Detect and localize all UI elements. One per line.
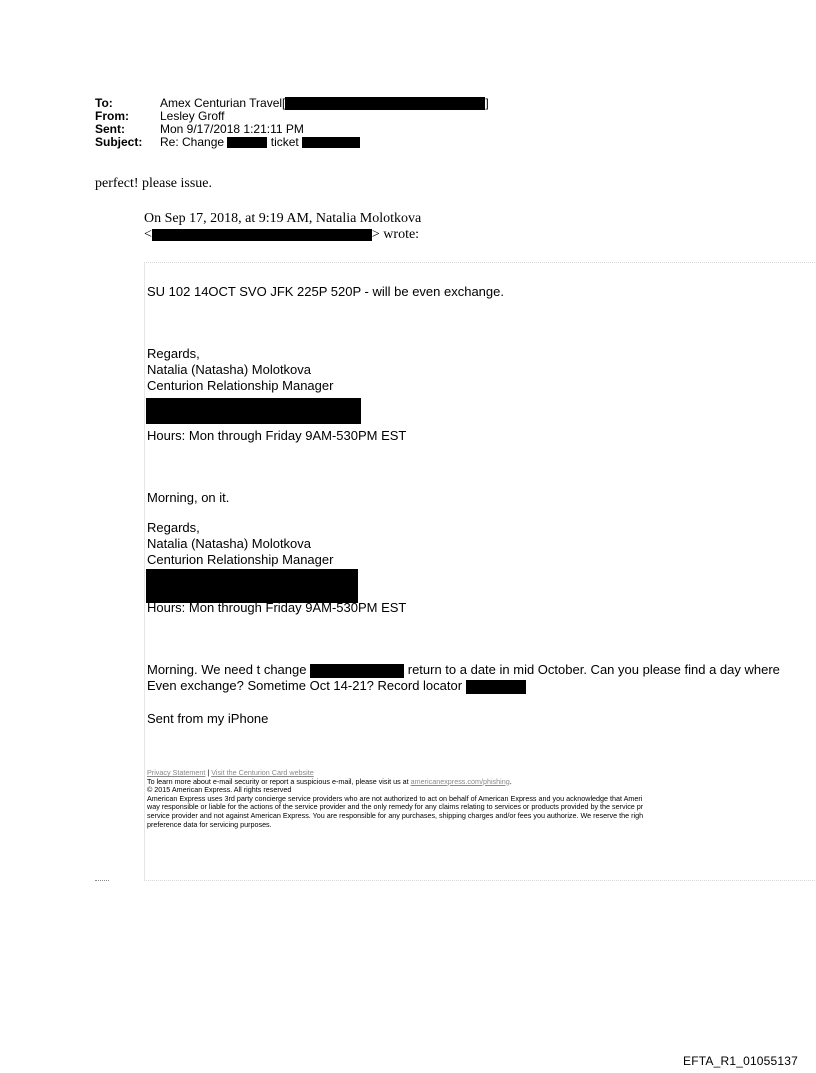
sig2-hours: Hours: Mon through Friday 9AM-530PM EST	[147, 600, 407, 615]
redaction-box	[227, 137, 267, 148]
request-text-c: Even exchange? Sometime Oct 14-21? Record locator	[147, 678, 463, 693]
redaction-box	[285, 97, 485, 110]
sig1-regards: Regards,	[147, 346, 200, 361]
attribution-open: <	[144, 227, 152, 242]
amex-footer	[147, 769, 643, 829]
from-value: Lesley Groff	[160, 109, 225, 123]
footer-disclaimer-4: preference data for servicing purposes.	[147, 819, 272, 829]
subject-value	[160, 136, 360, 149]
request-line-2	[147, 678, 526, 694]
footer-disclaimer-3: service provider and not against American Express. You are responsible for any purchases, shipping charges and/or fees you authorize. We reserve the righ	[147, 810, 644, 820]
sent-label: Sent:	[95, 122, 125, 136]
sig1-title: Centurion Relationship Manager	[147, 378, 334, 393]
request-line-1	[147, 662, 780, 678]
attribution-line: On Sep 17, 2018, at 9:19 AM, Natalia Molotkova	[144, 211, 422, 226]
quoted-message	[144, 262, 816, 881]
visit-centurion-link[interactable]: Visit the Centurion Card website	[211, 768, 314, 777]
flight-line: SU 102 14OCT SVO JFK 225P 520P - will be even exchange.	[147, 284, 504, 299]
footer-learn-end: .	[509, 776, 512, 786]
reply-body: perfect! please issue.	[95, 176, 212, 191]
redaction-box	[152, 229, 372, 241]
request-text-b: return to a date in mid October. Can you please find a day where	[407, 662, 780, 677]
sig1-name: Natalia (Natasha) Molotkova	[147, 362, 312, 377]
redaction-box	[310, 664, 404, 678]
divider	[95, 880, 109, 881]
attribution-close: > wrote:	[371, 227, 420, 242]
footer-separator: |	[205, 768, 212, 777]
footer-disclaimer-2: way responsible or liable for the actions of the service provider and the only remedy for any claims relating to services or products provided by the service pr	[147, 802, 644, 812]
morning-message: Morning, on it.	[147, 490, 230, 505]
sig2-title: Centurion Relationship Manager	[147, 552, 334, 567]
subject-mid: ticket	[270, 135, 299, 149]
subject-row	[95, 136, 489, 149]
to-label: To:	[95, 96, 113, 110]
document-id: EFTA_R1_01055137	[683, 1054, 799, 1068]
phishing-link[interactable]: americanexpress.com/phishing	[410, 776, 510, 786]
footer-copyright: © 2015 American Express. All rights reserved	[147, 785, 292, 795]
sig2-name: Natalia (Natasha) Molotkova	[147, 536, 312, 551]
email-header	[95, 97, 489, 149]
redaction-box	[302, 137, 360, 148]
privacy-statement-link[interactable]: Privacy Statement	[147, 768, 206, 777]
sent-from-line: Sent from my iPhone	[147, 711, 269, 726]
subject-prefix: Re: Change	[160, 135, 225, 149]
to-name: Amex Centurian Travel[	[160, 96, 286, 110]
to-row	[95, 97, 489, 110]
attribution-email-line	[144, 227, 421, 243]
quote-attribution	[144, 211, 421, 243]
sig2-regards: Regards,	[147, 520, 200, 535]
redaction-box	[146, 569, 358, 603]
footer-disclaimer-1: American Express uses 3rd party concierge service providers who are not authorized to act on behalf of American Express and you acknowledge that Ameri	[147, 793, 643, 803]
request-text-a: Morning. We need t change	[147, 662, 307, 677]
sent-value: Mon 9/17/2018 1:21:11 PM	[160, 122, 304, 136]
footer-learn-text: To learn more about e-mail security or report a suspicious e-mail, please visit us at	[147, 776, 411, 786]
redaction-box	[466, 680, 526, 694]
from-label: From:	[95, 109, 129, 123]
redaction-box	[146, 398, 361, 424]
sig1-hours: Hours: Mon through Friday 9AM-530PM EST	[147, 428, 407, 443]
to-suffix: ]	[485, 96, 489, 110]
subject-label: Subject:	[95, 135, 143, 149]
